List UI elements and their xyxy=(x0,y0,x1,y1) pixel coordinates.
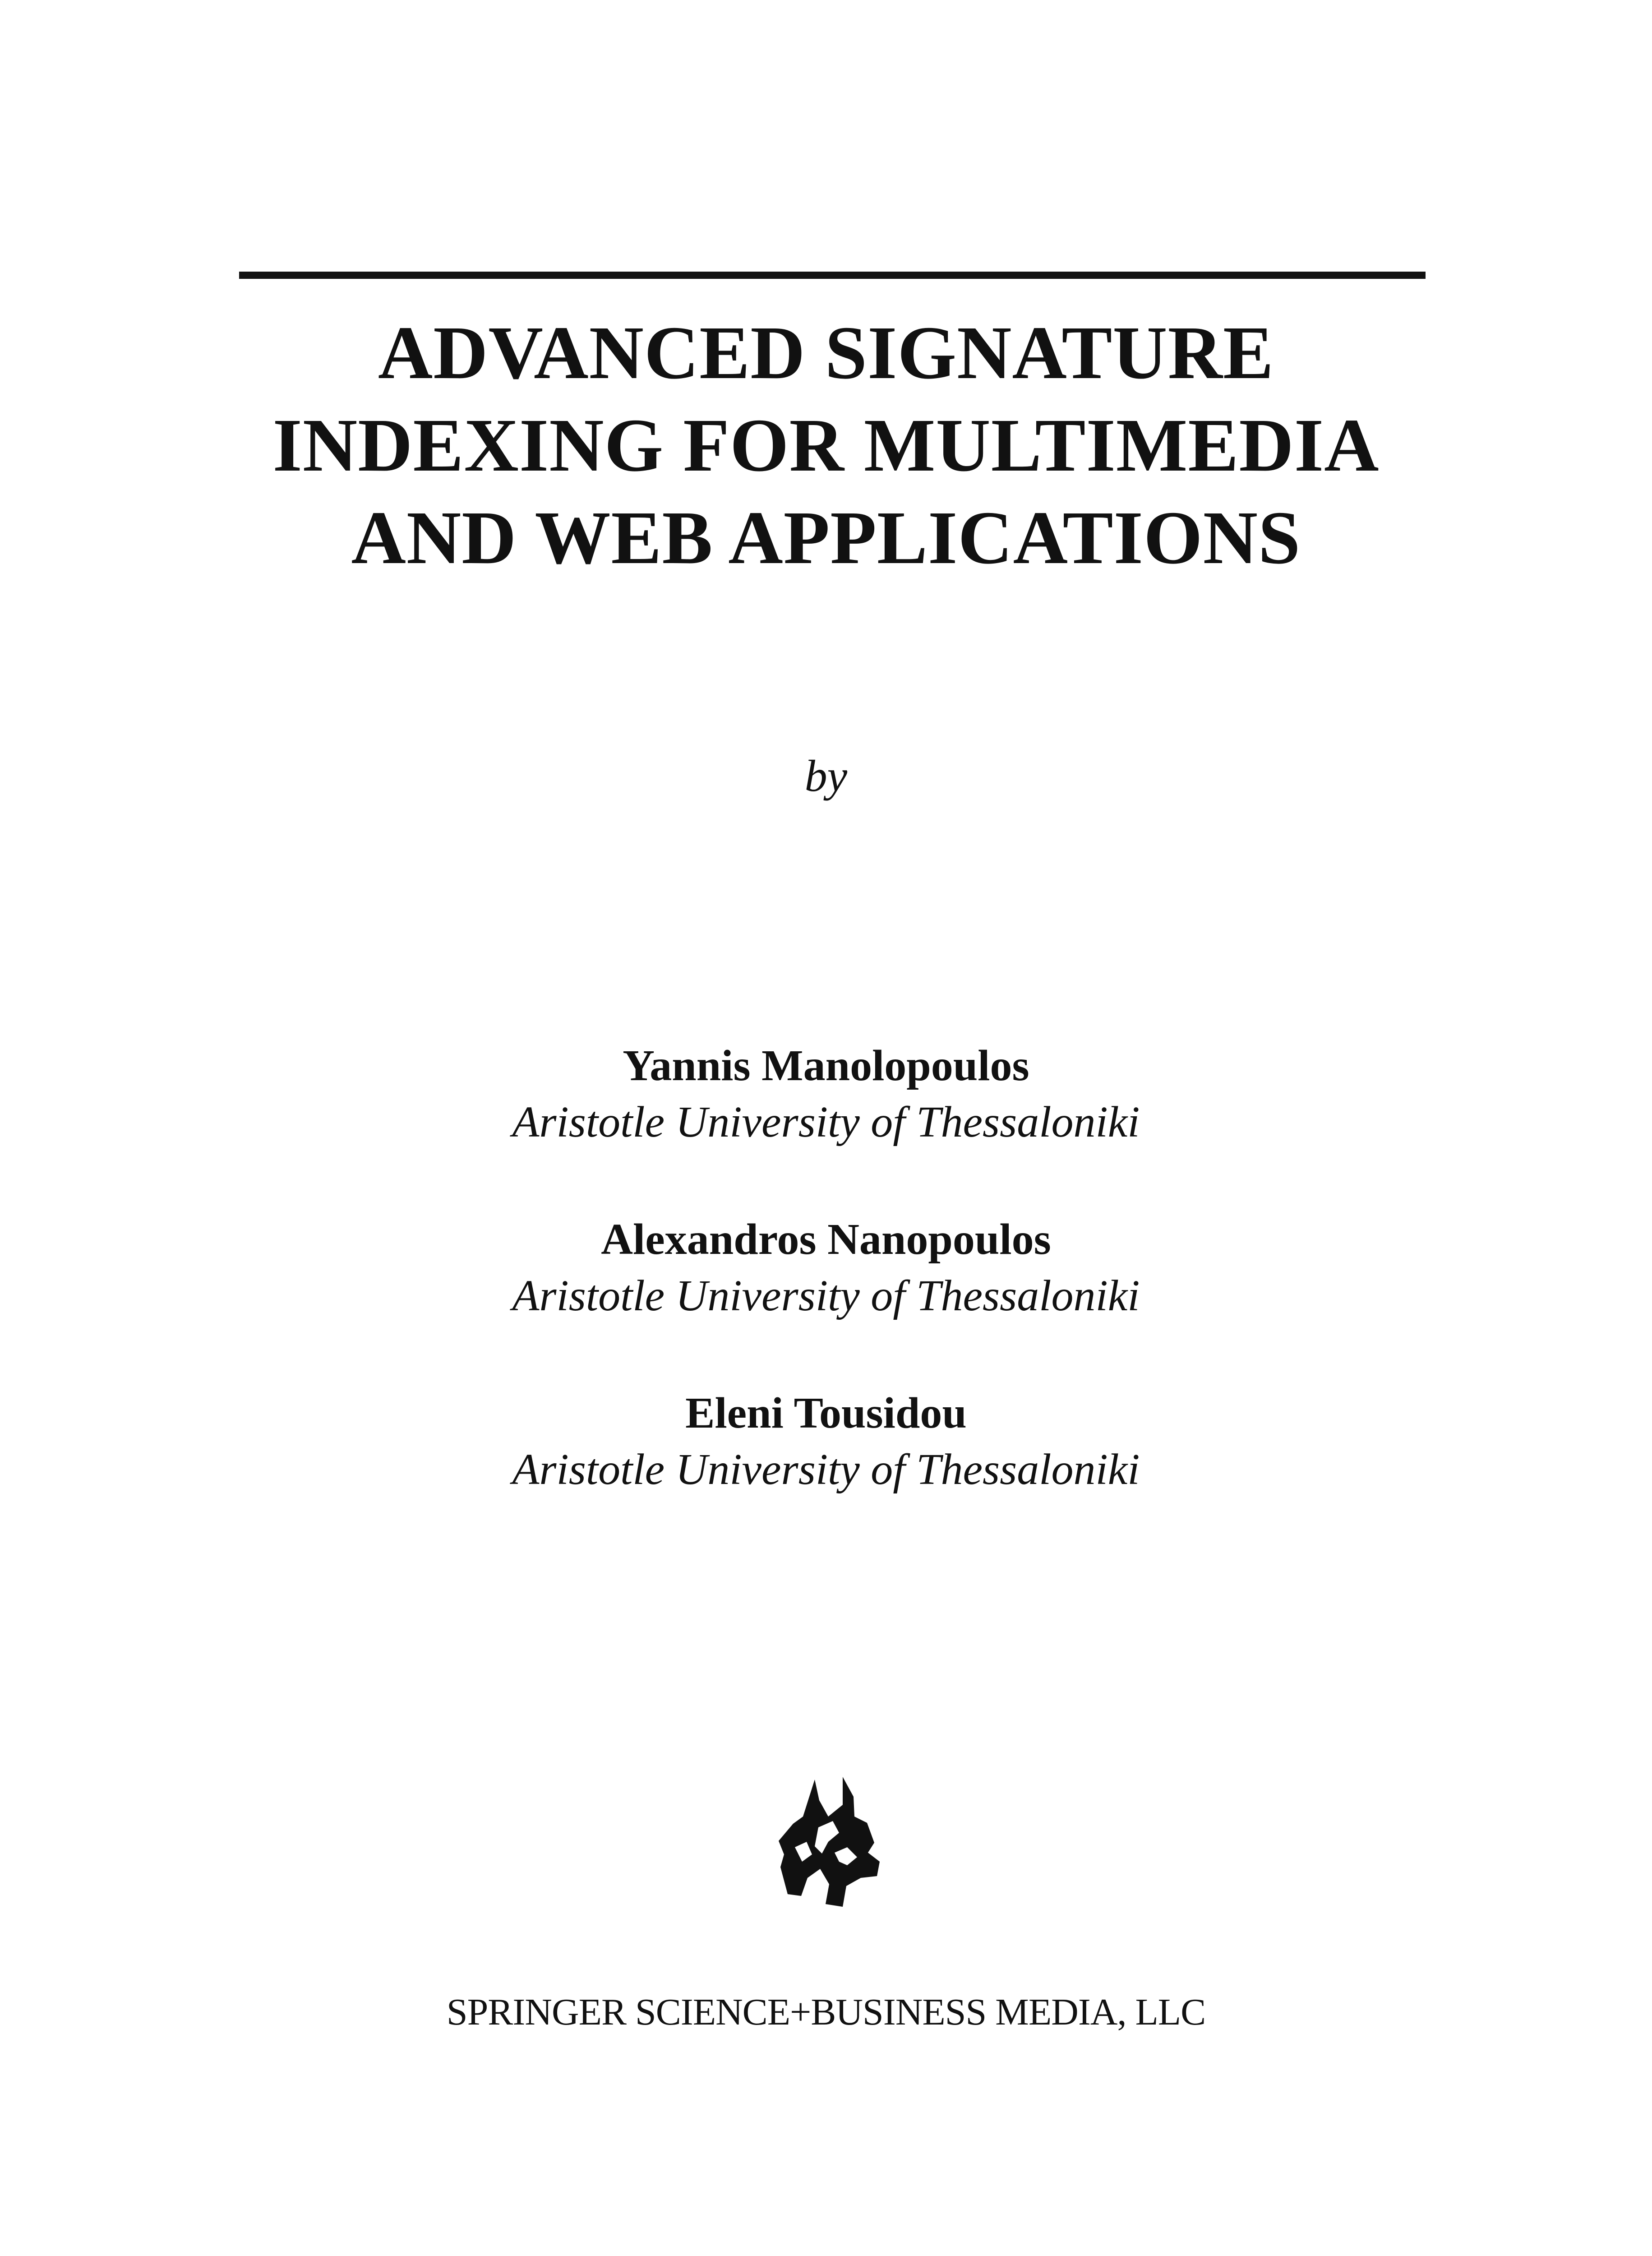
book-title-line: ADVANCED SIGNATURE xyxy=(378,311,1274,395)
author-block xyxy=(0,1211,1652,1324)
book-title-line: AND WEB APPLICATIONS xyxy=(351,496,1301,580)
author-affiliation: Aristotle University of Thessaloniki xyxy=(512,1271,1140,1320)
author-block xyxy=(0,1038,1652,1151)
springer-logo-icon xyxy=(775,1773,883,1909)
book-title xyxy=(0,307,1652,584)
author-affiliation: Aristotle University of Thessaloniki xyxy=(512,1445,1140,1494)
author-name: Alexandros Nanopoulos xyxy=(601,1215,1051,1264)
author-name: Yannis Manolopoulos xyxy=(623,1041,1029,1090)
publisher-name: SPRINGER SCIENCE+BUSINESS MEDIA, LLC xyxy=(446,1991,1206,2033)
author-affiliation: Aristotle University of Thessaloniki xyxy=(512,1098,1140,1146)
byline: by xyxy=(804,751,848,801)
author-block xyxy=(0,1385,1652,1498)
book-title-line: INDEXING FOR MULTIMEDIA xyxy=(272,403,1380,487)
author-name: Eleni Tousidou xyxy=(685,1389,967,1438)
top-rule-divider xyxy=(239,272,1426,279)
